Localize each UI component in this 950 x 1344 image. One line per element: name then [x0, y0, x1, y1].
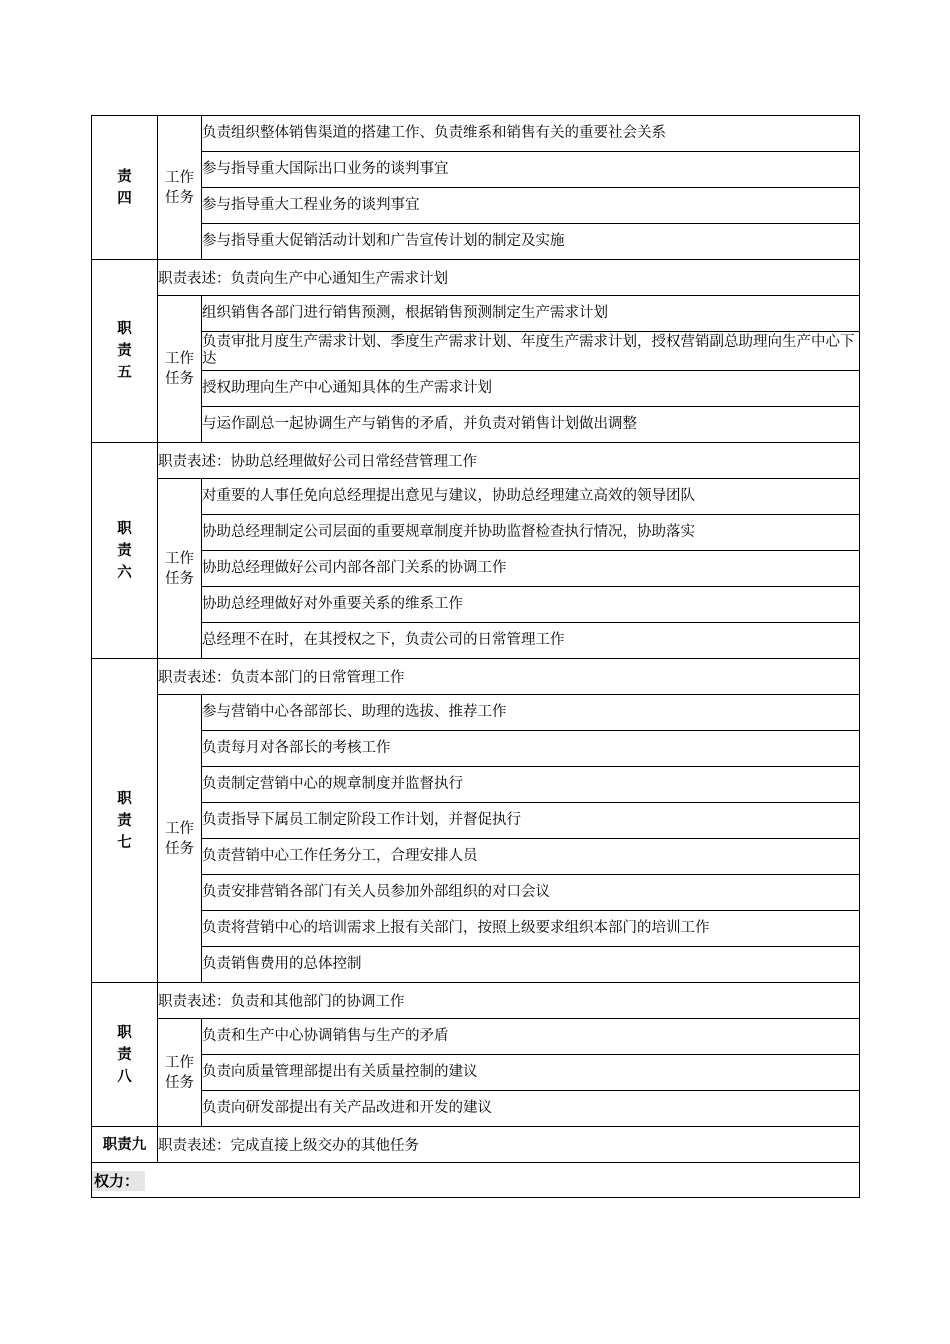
duty-4-task-row	[92, 116, 860, 152]
task-item: 负责营销中心工作任务分工，合理安排人员	[202, 839, 860, 875]
task-item: 负责审批月度生产需求计划、季度生产需求计划、年度生产需求计划，授权营销副总助理向生产中心下达	[202, 332, 860, 371]
task-item: 负责指导下属员工制定阶段工作计划，并督促执行	[202, 803, 860, 839]
task-item: 总经理不在时，在其授权之下，负责公司的日常管理工作	[202, 623, 860, 659]
duty-8-label: 职 责 八	[92, 983, 158, 1127]
task-item: 负责制定营销中心的规章制度并监督执行	[202, 767, 860, 803]
task-item: 负责和生产中心协调销售与生产的矛盾	[202, 1019, 860, 1055]
duty-8-description: 职责表述：负责和其他部门的协调工作	[158, 983, 860, 1019]
duty-7-label: 职 责 七	[92, 659, 158, 983]
duties-table	[91, 115, 860, 1198]
task-item: 负责向研发部提出有关产品改进和开发的建议	[202, 1091, 860, 1127]
task-item: 负责组织整体销售渠道的搭建工作、负责维系和销售有关的重要社会关系	[202, 116, 860, 152]
task-item: 参与指导重大工程业务的谈判事宜	[202, 188, 860, 224]
task-item: 授权助理向生产中心通知具体的生产需求计划	[202, 371, 860, 407]
duty-4-label: 责 四	[92, 116, 158, 260]
task-item: 协助总经理做好对外重要关系的维系工作	[202, 587, 860, 623]
task-item: 对重要的人事任免向总经理提出意见与建议，协助总经理建立高效的领导团队	[202, 479, 860, 515]
duty-6-description: 职责表述：协助总经理做好公司日常经营管理工作	[158, 443, 860, 479]
duty-5-description: 职责表述：负责向生产中心通知生产需求计划	[158, 260, 860, 296]
duty-6-label: 职 责 六	[92, 443, 158, 659]
duty-8-tasks-label: 工作 任务	[158, 1019, 202, 1127]
duty-5-label: 职 责 五	[92, 260, 158, 443]
duty-9-description: 职责表述：完成直接上级交办的其他任务	[158, 1127, 860, 1163]
duty-7-tasks-label: 工作 任务	[158, 695, 202, 983]
task-item: 负责向质量管理部提出有关质量控制的建议	[202, 1055, 860, 1091]
duty-4-tasks-label: 工作 任务	[158, 116, 202, 260]
power-row	[92, 1163, 860, 1198]
task-item: 参与指导重大促销活动计划和广告宣传计划的制定及实施	[202, 224, 860, 260]
task-item: 协助总经理制定公司层面的重要规章制度并协助监督检查执行情况，协助落实	[202, 515, 860, 551]
task-item: 负责安排营销各部门有关人员参加外部组织的对口会议	[202, 875, 860, 911]
duty-5-tasks-label: 工作 任务	[158, 296, 202, 443]
task-item: 组织销售各部门进行销售预测，根据销售预测制定生产需求计划	[202, 296, 860, 332]
task-item: 参与营销中心各部部长、助理的选拔、推荐工作	[202, 695, 860, 731]
duty-9-label: 职责九	[92, 1127, 158, 1163]
duty-6-tasks-label: 工作 任务	[158, 479, 202, 659]
task-item: 负责销售费用的总体控制	[202, 947, 860, 983]
task-item: 参与指导重大国际出口业务的谈判事宜	[202, 152, 860, 188]
power-label: 权力：	[92, 1171, 145, 1191]
task-item: 协助总经理做好公司内部各部门关系的协调工作	[202, 551, 860, 587]
task-item: 与运作副总一起协调生产与销售的矛盾，并负责对销售计划做出调整	[202, 407, 860, 443]
task-item: 负责每月对各部长的考核工作	[202, 731, 860, 767]
duty-7-description: 职责表述：负责本部门的日常管理工作	[158, 659, 860, 695]
task-item: 负责将营销中心的培训需求上报有关部门，按照上级要求组织本部门的培训工作	[202, 911, 860, 947]
